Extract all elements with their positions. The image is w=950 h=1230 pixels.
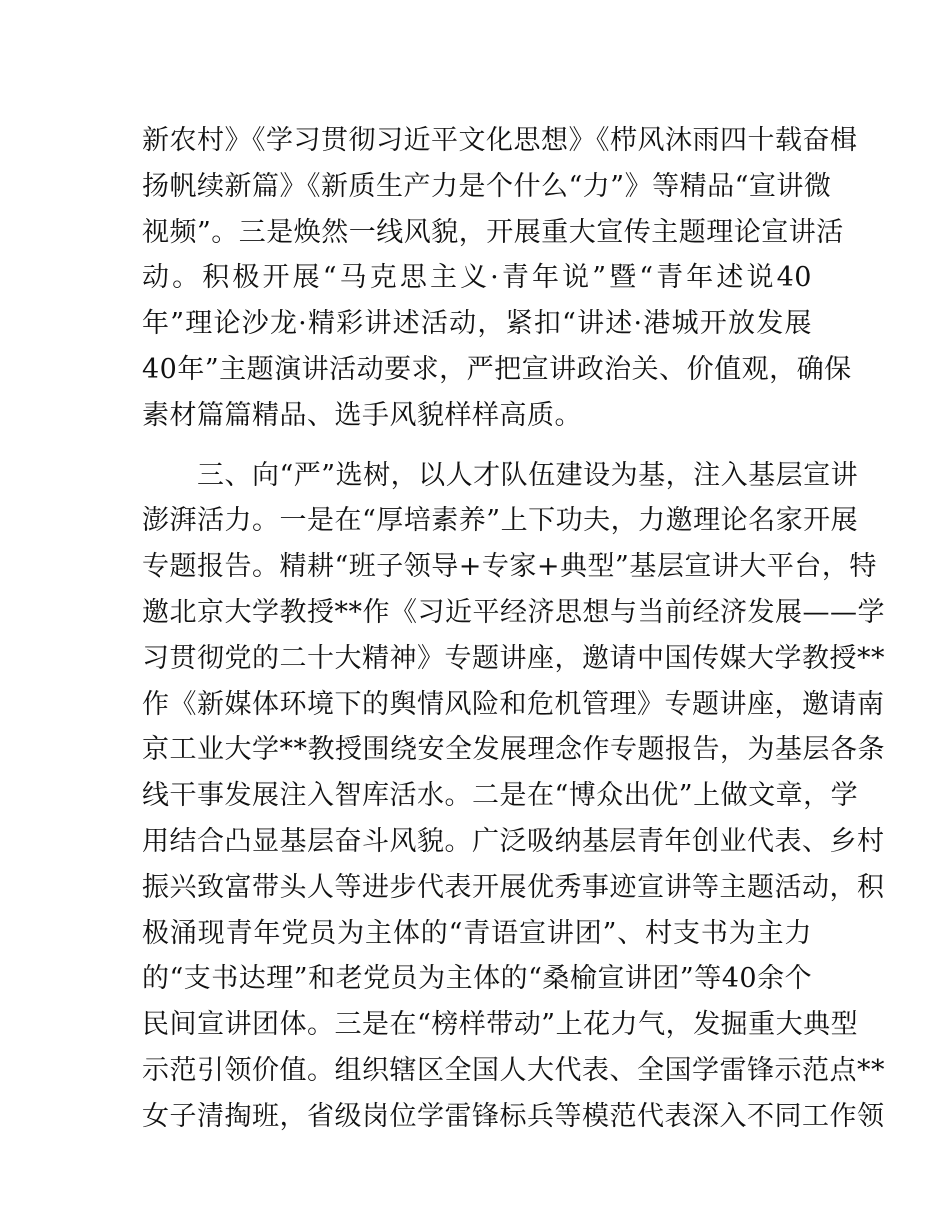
text-line: 用结合凸显基层奋斗风貌。广泛吸纳基层青年创业代表、乡村 (142, 825, 885, 857)
paragraph-gap (142, 439, 812, 453)
text-line: 的“支书达理”和老党员为主体的“桑榆宣讲团”等40余个 (142, 963, 813, 995)
text-line: 动。积极开展“马克思主义·青年说”暨“青年述说40 (142, 262, 812, 294)
text-line: 示范引领价值。组织辖区全国人大代表、全国学雷锋示范点** (142, 1054, 885, 1086)
paragraph-2 (142, 453, 885, 1140)
text-line: 专题报告。精耕“班子领导+专家+典型”基层宣讲大平台，特 (142, 551, 877, 583)
text-line: 极涌现青年党员为主体的“青语宣讲团”、村支书为主力 (142, 917, 812, 949)
text-line: 习贯彻党的二十大精神》专题讲座，邀请中国传媒大学教授** (142, 642, 885, 674)
text-line: 澎湃活力。一是在“厚培素养”上下功夫，力邀理论名家开展 (142, 505, 859, 537)
text-line: 振兴致富带头人等进步代表开展优秀事迹宣讲等主题活动，积 (142, 871, 885, 903)
text-line: 三、向“严”选树，以人才队伍建设为基，注入基层宣讲 (142, 459, 859, 491)
text-line: 扬帆续新篇》《新质生产力是个什么“力”》等精品“宣讲微 (142, 170, 832, 202)
text-line: 年”理论沙龙·精彩讲述活动，紧扣“讲述·港城开放发展 (142, 308, 812, 340)
text-line: 新农村》《学习贯彻习近平文化思想》《栉风沐雨四十载奋楫 (142, 125, 858, 156)
paragraph-1 (142, 118, 858, 439)
text-line: 作《新媒体环境下的舆情风险和危机管理》专题讲座，邀请南 (142, 688, 885, 720)
text-line: 邀北京大学教授**作《习近平经济思想与当前经济发展——学 (142, 596, 885, 628)
text-line: 视频”。三是焕然一线风貌，开展重大宣传主题理论宣讲活 (142, 216, 844, 248)
text-line: 40年”主题演讲活动要求，严把宣讲政治关、价值观，确保 (142, 353, 852, 385)
text-line: 京工业大学**教授围绕安全发展理念作专题报告，为基层各条 (142, 734, 885, 766)
text-line: 素材篇篇精品、选手风貌样样高质。 (142, 399, 582, 431)
text-line: 线干事发展注入智库活水。二是在“博众出优”上做文章，学 (142, 780, 859, 812)
text-line: 民间宣讲团体。三是在“榜样带动”上花力气，发掘重大典型 (142, 1009, 859, 1041)
text-line: 女子清掏班，省级岗位学雷锋标兵等模范代表深入不同工作领 (142, 1100, 885, 1132)
document-body (142, 118, 885, 1140)
